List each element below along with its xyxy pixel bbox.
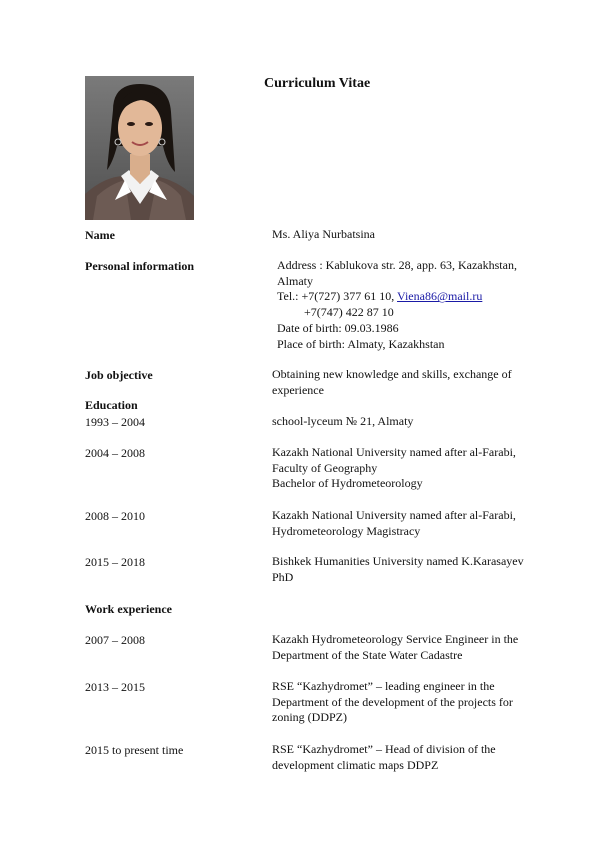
work-experience-heading: Work experience [85,602,172,616]
address-line: Address : Kablukova str. 28, app. 63, Kazakhstan, [277,258,517,272]
work-entry [272,742,496,773]
work-line: RSE “Kazhydromet” – Head of division of the [272,742,496,756]
education-entry [272,445,516,492]
education-line: Kazakh National University named after al-Farabi, [272,445,516,459]
education-line: Faculty of Geography [272,460,378,475]
objective-line: Obtaining new knowledge and skills, exchange of [272,367,512,381]
education-line: Bachelor of Hydrometeorology [272,476,423,491]
education-period: 1993 – 2004 [85,415,145,429]
education-period: 2008 – 2010 [85,509,145,523]
education-line: Bishkek Humanities University named K.Karasayev [272,554,524,568]
telephone-second: +7(747) 422 87 10 [304,305,394,320]
work-period: 2013 – 2015 [85,680,145,694]
work-line: RSE “Kazhydromet” – leading engineer in the [272,679,495,693]
address-city: Almaty [277,273,313,288]
work-line: Kazakh Hydrometeorology Service Engineer in the [272,632,519,646]
telephone-label: Tel.: +7(727) 377 61 10, [277,289,398,304]
education-line: Kazakh National University named after al-Farabi, [272,508,516,522]
objective-line: experience [272,382,324,397]
work-entry [272,632,518,663]
education-period: 2015 – 2018 [85,555,145,569]
education-heading: Education [85,398,138,412]
work-entry [272,679,513,726]
education-line: PhD [272,569,294,584]
portrait-icon [85,76,194,220]
work-line: Department of the State Water Cadastre [272,647,463,662]
personal-info-label: Personal information [85,259,194,273]
name-label: Name [85,228,115,242]
portrait-photo [85,76,194,220]
education-period: 2004 – 2008 [85,446,145,460]
personal-info-block [277,258,517,352]
name-value [272,227,375,243]
education-line: school-lyceum № 21, Almaty [272,414,414,428]
telephone-line [277,289,517,305]
email-link[interactable]: Viena86@mail.ru [397,289,483,304]
name-text: Ms. Aliya Nurbatsina [272,227,375,241]
job-objective-text [272,367,512,398]
date-of-birth: Date of birth: 09.03.1986 [277,320,399,335]
place-of-birth: Place of birth: Almaty, Kazakhstan [277,336,445,351]
work-line: development climatic maps DDPZ [272,757,439,772]
education-entry [272,414,413,430]
education-entry [272,554,524,585]
work-line: zoning (DDPZ) [272,710,347,725]
work-line: Department of the development of the projects for [272,694,513,709]
job-objective-label: Job objective [85,368,153,382]
education-entry [272,508,516,539]
work-period: 2007 – 2008 [85,633,145,647]
education-line: Hydrometeorology Magistracy [272,523,421,538]
page-title: Curriculum Vitae [264,76,371,91]
work-period: 2015 to present time [85,743,184,757]
